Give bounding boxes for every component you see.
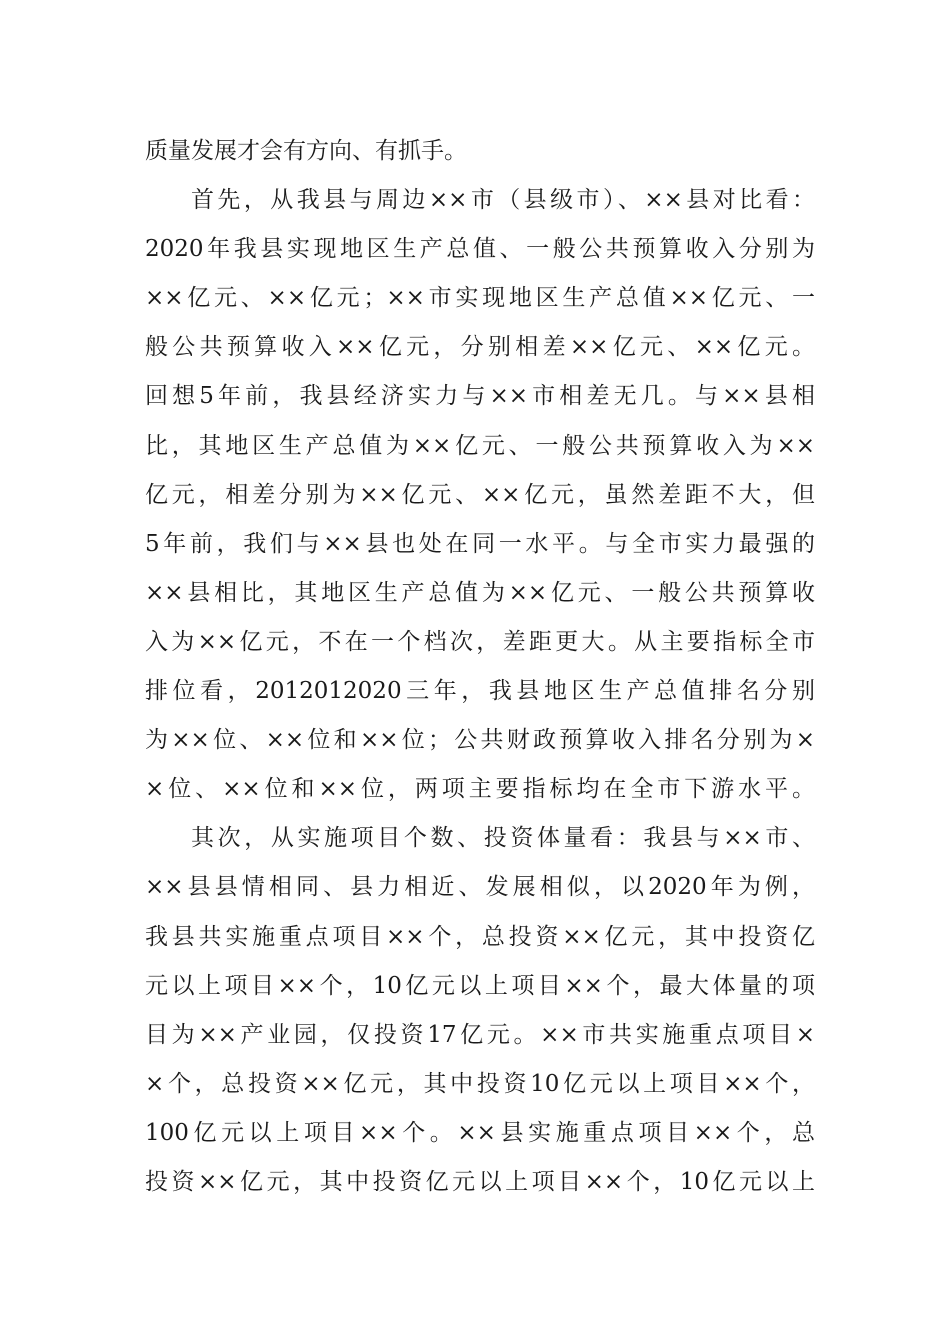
text-line: 投资××亿元，其中投资亿元以上项目××个，10亿元以上 xyxy=(145,1168,815,1195)
text-line: ×位、××位和××位，两项主要指标均在全市下游水平。 xyxy=(145,776,815,803)
text-line: 5年前，我们与××县也处在同一水平。与全市实力最强的 xyxy=(145,530,815,557)
text-line: ××亿元、××亿元；××市实现地区生产总值××亿元、一 xyxy=(145,285,815,312)
text-line: ××县相比，其地区生产总值为××亿元、一般公共预算收 xyxy=(145,579,815,606)
text-line: 入为××亿元，不在一个档次，差距更大。从主要指标全市 xyxy=(145,628,815,655)
text-line: 比，其地区生产总值为××亿元、一般公共预算收入为×× xyxy=(145,432,815,459)
text-line: 为××位、××位和××位；公共财政预算收入排名分别为× xyxy=(145,727,815,754)
body-text xyxy=(145,127,815,1207)
text-line: 目为××产业园，仅投资17亿元。××市共实施重点项目× xyxy=(145,1021,815,1048)
text-line: 般公共预算收入××亿元，分别相差××亿元、××亿元。 xyxy=(145,334,815,361)
text-line: 100亿元以上项目××个。××县实施重点项目××个，总 xyxy=(145,1119,815,1146)
text-line: 其次，从实施项目个数、投资体量看：我县与××市、 xyxy=(191,825,815,852)
text-line: 我县共实施重点项目××个，总投资××亿元，其中投资亿 xyxy=(145,923,815,950)
text-line: 2020年我县实现地区生产总值、一般公共预算收入分别为 xyxy=(145,236,815,263)
text-line: ××县县情相同、县力相近、发展相似，以2020年为例， xyxy=(145,874,815,901)
text-line: 排位看，2012012020三年，我县地区生产总值排名分别 xyxy=(145,678,815,705)
text-line: 首先，从我县与周边××市（县级市）、××县对比看： xyxy=(191,187,815,214)
text-line: 质量发展才会有方向、有抓手。 xyxy=(145,138,467,164)
text-line: 元以上项目××个，10亿元以上项目××个，最大体量的项 xyxy=(145,972,815,999)
text-line: 回想5年前，我县经济实力与××市相差无几。与××县相 xyxy=(145,383,815,410)
text-line: ×个，总投资××亿元，其中投资10亿元以上项目××个， xyxy=(145,1070,815,1097)
text-line: 亿元，相差分别为××亿元、××亿元，虽然差距不大，但 xyxy=(145,481,815,508)
